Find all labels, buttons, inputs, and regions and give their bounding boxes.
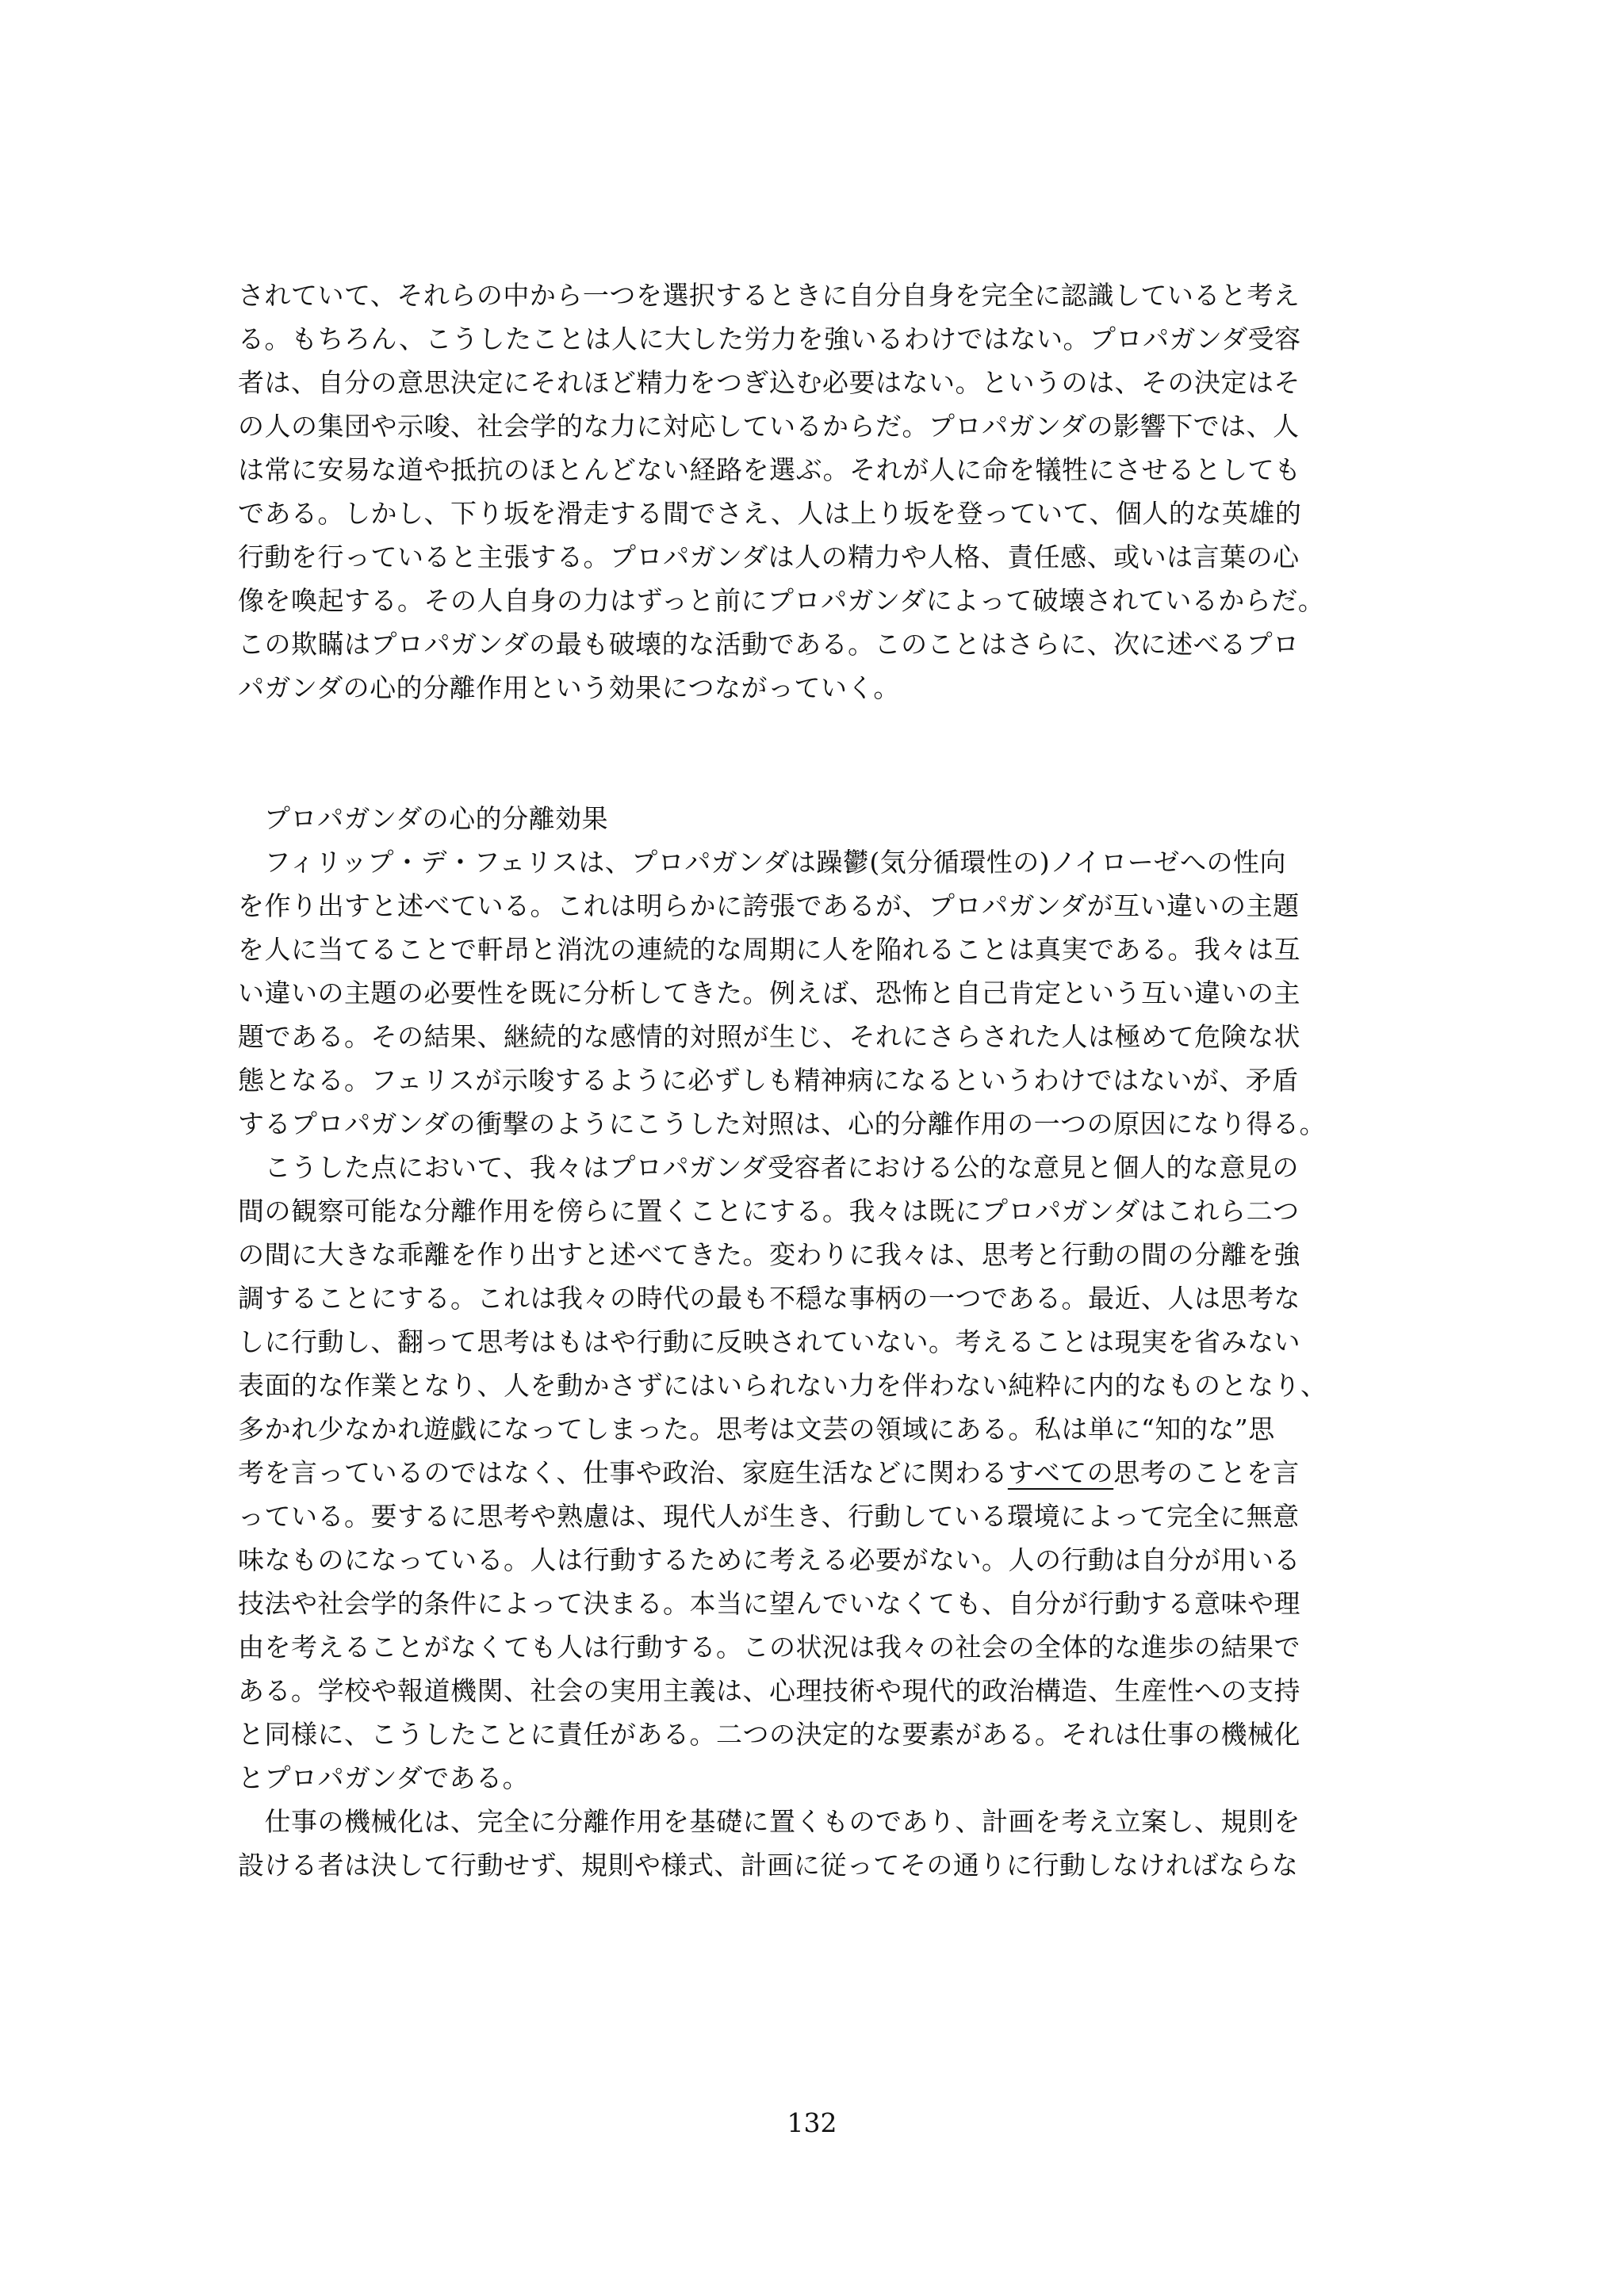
text-line: されていて、それらの中から一つを選択するときに自分自身を完全に認識していると考え (238, 280, 1300, 311)
text-line: 態となる。フェリスが示唆するように必ずしも精神病になるというわけではないが、矛盾 (238, 1065, 1299, 1096)
text-line: る。もちろん、こうしたことは人に大した労力を強いるわけではない。プロパガンダ受容 (238, 323, 1301, 354)
text-line: を人に当てることで軒昂と消沈の連続的な周期に人を陥れることは真実である。我々は互 (238, 934, 1300, 965)
text-line: 間の観察可能な分離作用を傍らに置くことにする。我々は既にプロパガンダはこれら二つ (238, 1196, 1300, 1226)
text-segment: 思考のことを言 (1113, 1457, 1300, 1488)
paragraph-gap (238, 710, 1396, 797)
text-line: は常に安易な道や抵抗のほとんどない経路を選ぶ。それが人に命を犠牲にさせるとしても (238, 454, 1301, 485)
text-line: を作り出すと述べている。これは明らかに誇張であるが、プロパガンダが互い違いの主題 (238, 890, 1300, 921)
text-line: である。しかし、下り坂を滑走する間でさえ、人は上り坂を登っていて、個人的な英雄的 (238, 498, 1302, 529)
text-line: フィリップ・デ・フェリスは、プロパガンダは躁鬱(気分循環性の)ノイローゼへの性向 (238, 847, 1287, 878)
text-line: こうした点において、我々はプロパガンダ受容者における公的な意見と個人的な意見の (238, 1152, 1300, 1183)
text-line: 多かれ少なかれ遊戯になってしまった。思考は文芸の領域にある。私は単に“知的な”思 (238, 1414, 1275, 1445)
text-line: の間に大きな乖離を作り出すと述べてきた。変わりに我々は、思考と行動の間の分離を強 (238, 1239, 1300, 1270)
text-line: 仕事の機械化は、完全に分離作用を基礎に置くものであり、計画を考え立案し、規則を (238, 1806, 1300, 1837)
text-line: パガンダの心的分離作用という効果につながっていく。 (238, 672, 900, 703)
text-line: い違いの主題の必要性を既に分析してきた。例えば、恐怖と自己肯定という互い違いの主 (238, 978, 1300, 1008)
text-line: 行動を行っていると主張する。プロパガンダは人の精力や人格、責任感、或いは言葉の心 (238, 541, 1300, 572)
text-line: 調することにする。これは我々の時代の最も不穏な事柄の一つである。最近、人は思考な (238, 1283, 1300, 1314)
text-line: とプロパガンダである。 (238, 1762, 530, 1793)
text-line: この欺瞞はプロパガンダの最も破壊的な活動である。このことはさらに、次に述べるプロ (238, 629, 1300, 660)
text-line: 像を喚起する。その人自身の力はずっと前にプロパガンダによって破壊されているからだ。 (238, 585, 1325, 616)
text-line: 者は、自分の意思決定にそれほど精力をつぎ込む必要はない。というのは、その決定はそ (238, 367, 1300, 398)
text-line: ある。学校や報道機関、社会の実用主義は、心理技術や現代的政治構造、生産性への支持 (238, 1675, 1300, 1706)
body-text (238, 274, 1396, 1887)
text-segment: 考を言っているのではなく、仕事や政治、家庭生活などに関わる (238, 1457, 1008, 1488)
text-line: 設ける者は決して行動せず、規則や様式、計画に従ってその通りに行動しなければならな (238, 1850, 1299, 1881)
text-line: の人の集団や示唆、社会学的な力に対応しているからだ。プロパガンダの影響下では、人 (238, 411, 1300, 442)
text-line: 技法や社会学的条件によって決まる。本当に望んでいなくても、自分が行動する意味や理 (238, 1588, 1300, 1619)
text-line: 題である。その結果、継続的な感情的対照が生じ、それにさらされた人は極めて危険な状 (238, 1021, 1300, 1052)
page-number: 132 (787, 2107, 837, 2138)
text-line: 味なものになっている。人は行動するために考える必要がない。人の行動は自分が用いる (238, 1544, 1300, 1575)
text-line: っている。要するに思考や熟慮は、現代人が生き、行動している環境によって完全に無意 (238, 1501, 1300, 1532)
text-line: 由を考えることがなくても人は行動する。この状況は我々の社会の全体的な進歩の結果で (238, 1632, 1300, 1663)
text-line-with-underline (238, 1451, 1396, 1494)
underlined-emphasis: すべての (1007, 1457, 1114, 1488)
text-line: 表面的な作業となり、人を動かさずにはいられない力を伴わない純粋に内的なものとなり、 (238, 1370, 1327, 1401)
section-heading: プロパガンダの心的分離効果 (264, 803, 609, 834)
text-line: するプロパガンダの衝撃のようにこうした対照は、心的分離作用の一つの原因になり得る。 (238, 1108, 1327, 1139)
text-line: しに行動し、翻って思考はもはや行動に反映されていない。考えることは現実を省みない (238, 1326, 1300, 1357)
text-line: と同様に、こうしたことに責任がある。二つの決定的な要素がある。それは仕事の機械化 (238, 1719, 1300, 1750)
